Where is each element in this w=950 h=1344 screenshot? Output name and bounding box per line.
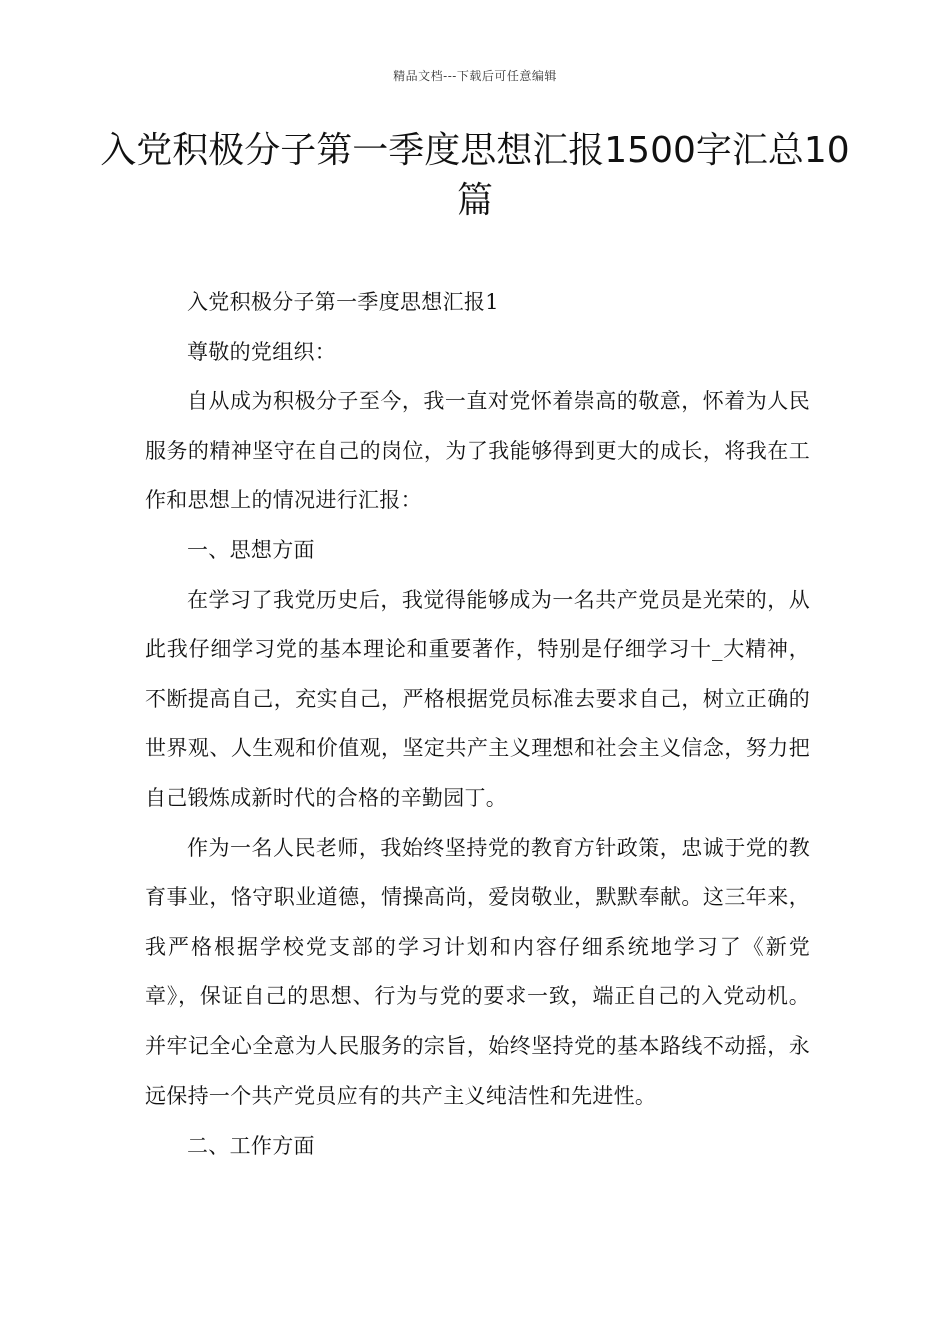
body-paragraph: 在学习了我党历史后，我觉得能够成为一名共产党员是光荣的，从此我仔细学习党的基本理论和重要著作，特别是仔细学习十_大精神，不断提高自己，充实自己，严格根据党员标准去要求自己，树立正确的世界观、人生观和价值观，坚定共产主义理想和社会主义信念，努力把自己锻炼成新时代的合格的辛勤园丁。 [145, 587, 810, 810]
body-paragraph: 作为一名人民老师，我始终坚持党的教育方针政策，忠诚于党的教育事业，恪守职业道德，情操高尚，爱岗敬业，默默奉献。这三年来，我严格根据学校党支部的学习计划和内容仔细系统地学习了《新党章》，保证自己的思想、行为与党的要求一致，端正自己的入党动机。并牢记全心全意为人民服务的宗旨，始终坚持党的基本路线不动摇，永远保持一个共产党员应有的共产主义纯洁性和先进性。 [145, 835, 810, 1108]
subsection-heading: 二、工作方面 [187, 1134, 315, 1159]
header-note: 精品文档---下载后可任意编辑 [393, 69, 557, 83]
section-heading: 入党积极分子第一季度思想汇报1 [187, 290, 499, 314]
subsection-heading: 一、思想方面 [187, 537, 315, 562]
document-title: 入党积极分子第一季度思想汇报1500字汇总10篇 [100, 130, 850, 221]
salutation: 尊敬的党组织： [187, 339, 337, 364]
document-body [145, 278, 810, 1172]
body-paragraph: 自从成为积极分子至今，我一直对党怀着崇高的敬意，怀着为人民服务的精神坚守在自己的岗位，为了我能够得到更大的成长，将我在工作和思想上的情况进行汇报： [145, 389, 810, 513]
